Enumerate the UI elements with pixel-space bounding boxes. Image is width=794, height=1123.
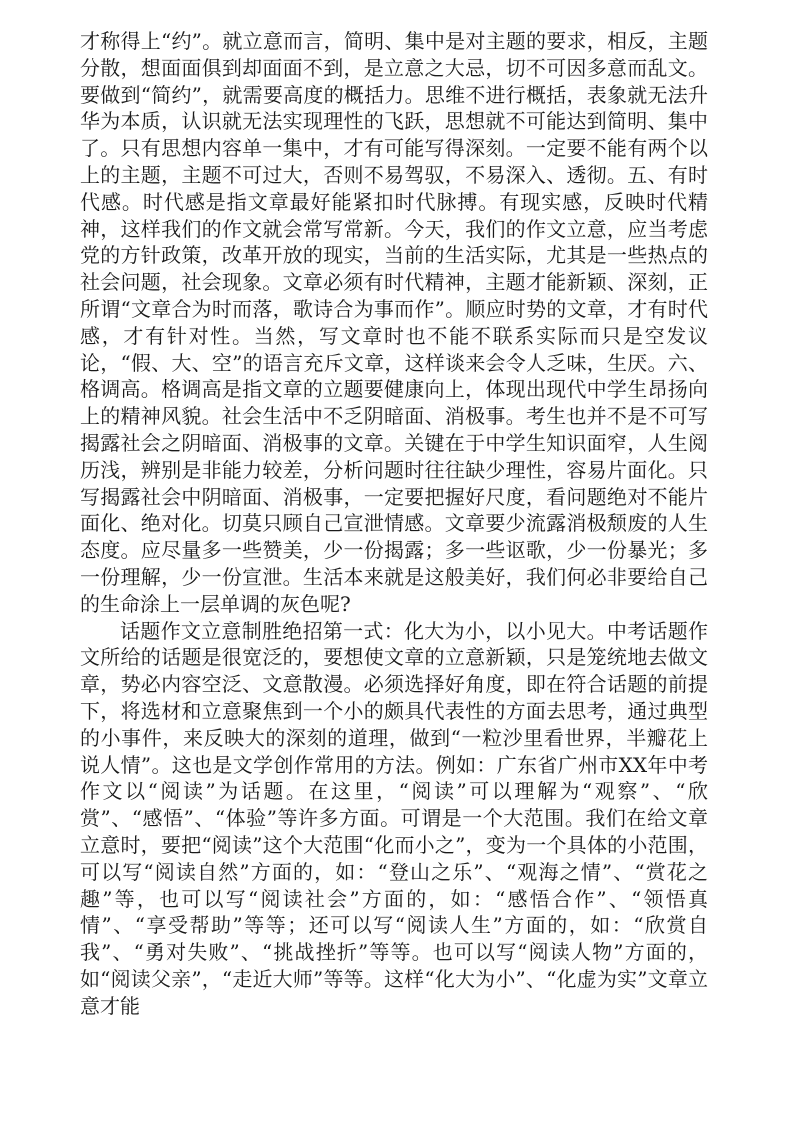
body-paragraph-2: 话题作文立意制胜绝招第一式：化大为小，以小见大。中考话题作文所给的话题是很宽泛的，要想使文章的立意新颖，只是笼统地去做文章，势必内容空泛、文意散漫。必须选择好角度，即在符合话题的前提下，将选材和立意聚焦到一个小的颇具代表性的方面去思考，通过典型的小事件，来反映大的深刻的道理，做到“一粒沙里看世界，半瓣花上说人情”。这也是文学创作常用的方法。例如：广东省广州市XX年中考作文以“阅读”为话题。在这里，“阅读”可以理解为“观察”、“欣赏”、“感悟”、“体验”等许多方面。可谓是一个大范围。我们在给文章立意时，要把“阅读”这个大范围“化而小之”，变为一个具体的小范围，可以写“阅读自然”方面的，如：“登山之乐”、“观海之情”、“赏花之趣”等，也可以写“阅读社会”方面的，如：“感悟合作”、“领悟真情”、“享受帮助”等等；还可以写“阅读人生”方面的，如：“欣赏自我”、“勇对失败”、“挑战挫折”等等。也可以写“阅读人物”方面的，如“阅读父亲”，“走近大师”等等。这样“化大为小”、“化虚为实”文章立意才能 xyxy=(80,618,708,1018)
document-page xyxy=(80,28,708,1019)
body-paragraph-1: 才称得上“约”。就立意而言，简明、集中是对主题的要求，相反，主题分散，想面面俱到却面面不到，是立意之大忌，切不可因多意而乱文。要做到“简约”，就需要高度的概括力。思维不进行概括，表象就无法升华为本质，认识就无法实现理性的飞跃，思想就不可能达到简明、集中了。只有思想内容单一集中，才有可能写得深刻。一定要不能有两个以上的主题，主题不可过大，否则不易驾驭，不易深入、透彻。五、有时代感。时代感是指文章最好能紧扣时代脉搏。有现实感，反映时代精神，这样我们的作文就会常写常新。今天，我们的作文立意，应当考虑党的方针政策，改革开放的现实，当前的生活实际，尤其是一些热点的社会问题，社会现象。文章必须有时代精神，主题才能新颖、深刻，正所谓“文章合为时而落，歌诗合为事而作”。顺应时势的文章，才有时代感，才有针对性。当然，写文章时也不能不联系实际而只是空发议论，“假、大、空”的语言充斥文章，这样谈来会令人乏味，生厌。六、格调高。格调高是指文章的立题要健康向上，体现出现代中学生昂扬向上的精神风貌。社会生活中不乏阴暗面、消极事。考生也并不是不可写揭露社会之阴暗面、消极事的文章。关键在于中学生知识面窄，人生阅历浅，辨别是非能力较差，分析问题时往往缺少理性，容易片面化。只写揭露社会中阴暗面、消极事，一定要把握好尺度，看问题绝对不能片面化、绝对化。切莫只顾自己宣泄情感。文章要少流露消极颓废的人生态度。应尽量多一些赞美，少一份揭露；多一些讴歌，少一份暴光；多一份理解，少一份宣泄。生活本来就是这般美好，我们何必非要给自己的生命涂上一层单调的灰色呢? xyxy=(80,29,708,616)
